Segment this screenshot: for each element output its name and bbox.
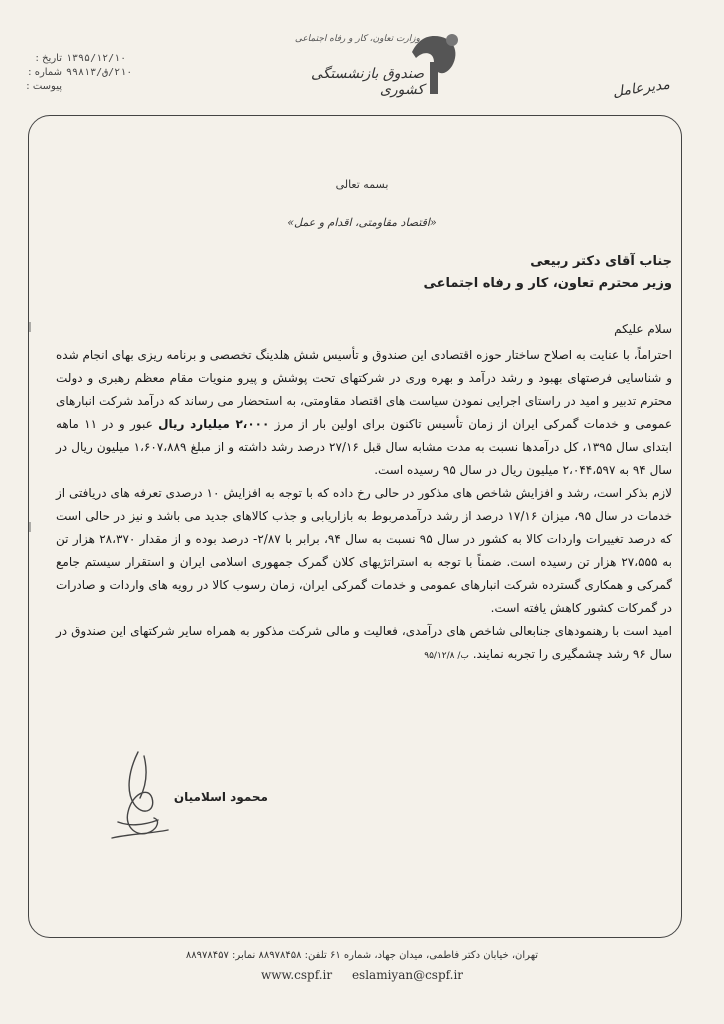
paragraph-3 xyxy=(56,620,672,668)
number-row xyxy=(26,66,166,80)
paragraph-3-text: امید است با رهنمودهای جنابعالی شاخص های درآمدی، فعالیت و مالی شرکت مذکور به همراه سایر شرکتهای این صندوق در سال ۹۶ رشد چشمگیری را تجربه نمایند. xyxy=(56,624,672,661)
website-link[interactable]: www.cspf.ir xyxy=(260,968,333,982)
addressee-name: جناب آقای دکتر ربیعی xyxy=(530,254,672,269)
logo-fund-text: صندوق بازنشستگی کشوری xyxy=(311,66,424,98)
attachment-row xyxy=(26,80,166,94)
date-value: ۱۳۹۵/۱۲/۱۰ xyxy=(66,53,127,64)
letter-body xyxy=(56,344,672,668)
paragraph-1-part-1: احتراماً، با عنایت به اصلاح ساختار حوزه اقتصادی این صندوق و تأسیس شش هلدینگ تخصصی و برنامه ریزی بهای انجام شده و شناسایی فرصتهای بهبود و رشد درآمد و بهره وری در شرکتهای تحت پوشش و پیرو منویات مقام معظم رهبری و دولت محترم تدبیر و امید در راستای اجرایی نمودن سیاست های اقتصاد مقاومتی، به استحضار می رساند که درآمد شرکت انبارهای عمومی و خدمات گمرکی ایران از زمان تأسیس تاکنون برای اولین بار از مرز xyxy=(56,348,672,431)
paragraph-1-highlight: ۲،۰۰۰ میلیارد ریال xyxy=(158,417,270,431)
margin-marks xyxy=(26,322,34,622)
motto: «اقتصاد مقاومتی، اقدام و عمل» xyxy=(287,216,437,229)
number-value: ۲۱۰/ق/۹۹۸۱۳ xyxy=(66,67,133,78)
addressee-title: وزیر محترم تعاون، کار و رفاه اجتماعی xyxy=(423,276,672,291)
date-label: تاریخ : xyxy=(35,53,62,64)
greeting: سلام علیکم xyxy=(614,322,672,336)
logo-ministry-text: وزارت تعاون، کار و رفاه اجتماعی xyxy=(294,34,420,44)
footer-address: تهران، خیابان دکتر فاطمی، میدان جهاد، شماره ۶۱ تلفن: ۸۸۹۷۸۴۵۸ نمابر: ۸۸۹۷۸۴۵۷ xyxy=(185,950,539,961)
bismillah: بسمه تعالی xyxy=(335,178,389,191)
date-row xyxy=(26,52,166,66)
number-label: شماره : xyxy=(28,67,62,78)
letter-meta xyxy=(26,52,166,94)
paragraph-1 xyxy=(56,344,672,482)
paragraph-2: لازم بذکر است، رشد و افزایش شاخص های مذکور در حالی رخ داده که با توجه به افزایش ۱۰ درصدی تعرفه های دریافتی از خدمات در سال ۹۵، میزان ۱۷/۱۶ درصد از رشد درآمدمربوط به بازاریابی و جذب کالاهای جدید می باشد و نیز در حالی است که درصد تغییرات واردات کالا به کشور در سال ۹۵ نسبت به سال ۹۴، برابر با ۲/۸۷- درصد بوده و از مقدار ۲۸،۳۷۰ هزار تن به ۲۷،۵۵۵ هزار تن رسیده است. ضمناً با توجه به استراتژیهای کلان گمرک جمهوری اسلامی ایران و استقرار سیستم جامع گمرکی و همکاری گسترده شرکت انبارهای عمومی و خدمات گمرکی ایران، زمان رسوب کالا در رویه های واردات و صادرات در گمرکات کشور کاهش یافته است. xyxy=(56,486,673,615)
paragraph-3-note: ب/ ۹۵/۱۲/۸ xyxy=(424,651,469,661)
footer-contact xyxy=(0,968,724,982)
handwritten-note: مدیرعامل xyxy=(611,76,671,101)
attachment-value xyxy=(66,80,166,94)
attachment-label: پیوست : xyxy=(26,81,62,92)
signer-name: محمود اسلامیان xyxy=(173,790,268,804)
paragraph-1-part-2: عبور و در ۱۱ ماهه ابتدای سال ۱۳۹۵، کل درآمدها نسبت به مدت مشابه سال قبل ۲۷/۱۶ درصد رشد داشته و از مبلغ ۱،۶۰۷،۸۸۹ میلیون ریال در سال ۹۴ به ۲،۰۴۴،۵۹۷ میلیون ریال در سال ۹۵ رسیده است. xyxy=(56,417,672,477)
email-link[interactable]: eslamiyan@cspf.ir xyxy=(351,968,464,982)
